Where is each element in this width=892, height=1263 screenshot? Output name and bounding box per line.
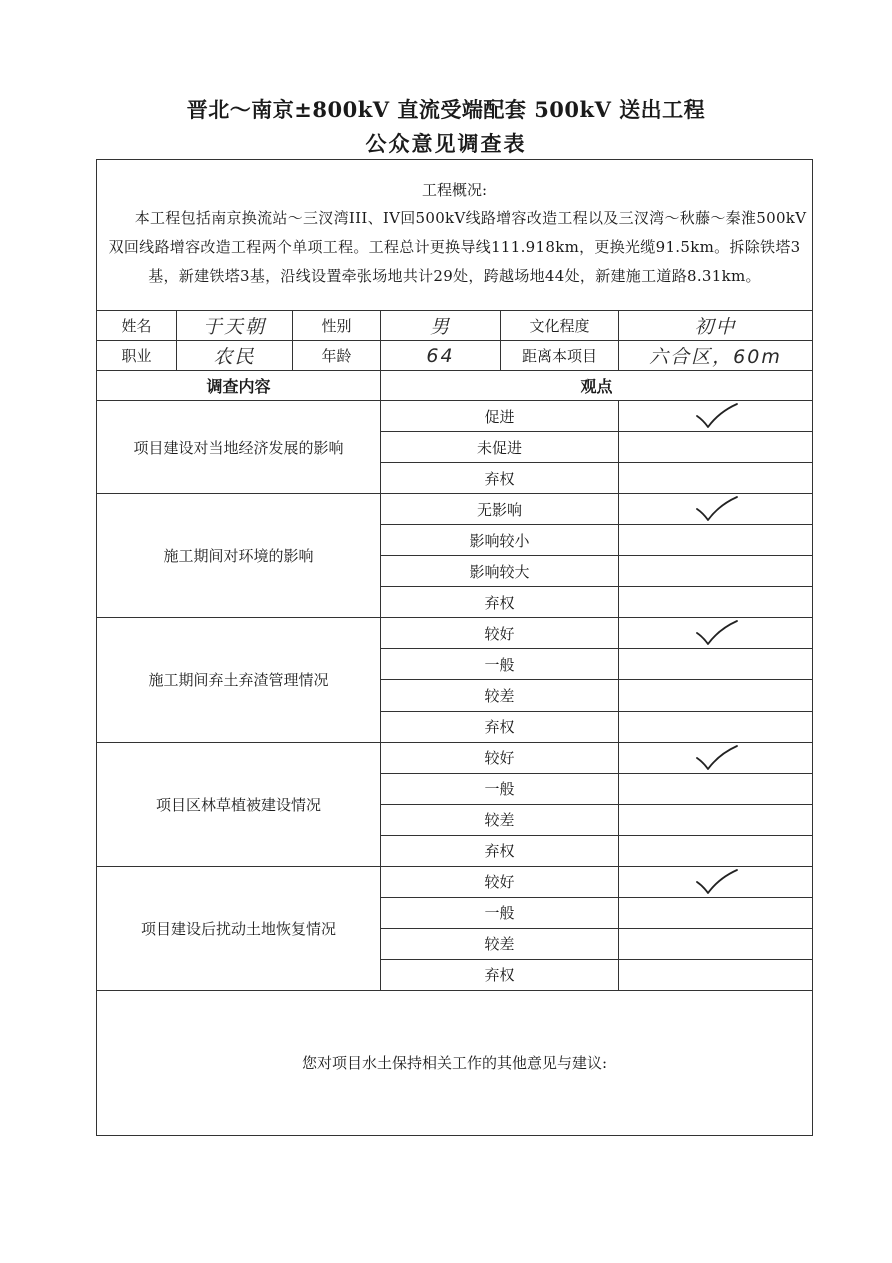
survey-option-checkbox[interactable] [619,959,813,990]
occupation-value[interactable]: 农民 [177,341,293,371]
survey-option-label: 较差 [381,928,619,959]
survey-question: 施工期间对环境的影响 [97,494,381,618]
survey-option-checkbox[interactable] [619,494,813,525]
survey-option-label: 较差 [381,804,619,835]
survey-option-checkbox[interactable] [619,587,813,618]
survey-question: 项目建设后扰动土地恢复情况 [97,866,381,990]
comments-row [97,990,813,1135]
survey-option-row [97,742,813,773]
checkmark-icon [691,619,741,647]
survey-option-label: 弃权 [381,835,619,866]
survey-header-row [97,371,813,401]
survey-option-checkbox[interactable] [619,742,813,773]
survey-option-checkbox[interactable] [619,463,813,494]
survey-option-label: 弃权 [381,959,619,990]
distance-value[interactable]: 六合区，60m [619,341,813,371]
survey-option-row [97,494,813,525]
comments-cell[interactable] [97,990,813,1135]
survey-option-label: 较差 [381,680,619,711]
survey-option-label: 弃权 [381,587,619,618]
survey-option-label: 未促进 [381,432,619,463]
form-subtitle: 公众意见调查表 [365,131,527,156]
respondent-row-2 [97,341,813,371]
education-label: 文化程度 [501,311,619,341]
survey-question: 项目建设对当地经济发展的影响 [97,401,381,494]
survey-option-label: 一般 [381,649,619,680]
survey-option-checkbox[interactable] [619,618,813,649]
survey-option-checkbox[interactable] [619,866,813,897]
checkmark-icon [691,868,741,896]
distance-label: 距离本项目 [501,341,619,371]
survey-option-label: 较好 [381,742,619,773]
checkmark-icon [691,402,741,430]
survey-option-label: 无影响 [381,494,619,525]
name-value[interactable]: 于天朝 [177,311,293,341]
checkmark-icon [691,495,741,523]
survey-option-label: 一般 [381,773,619,804]
survey-option-label: 弃权 [381,711,619,742]
survey-option-row [97,401,813,432]
form-title: 晋北～南京±800kV 直流受端配套 500kV 送出工程 [186,97,706,122]
survey-option-checkbox[interactable] [619,835,813,866]
survey-option-label: 影响较大 [381,556,619,587]
survey-option-label: 影响较小 [381,525,619,556]
survey-option-label: 较好 [381,866,619,897]
survey-table [96,159,813,1136]
survey-option-label: 促进 [381,401,619,432]
gender-value[interactable]: 男 [381,311,501,341]
survey-option-checkbox[interactable] [619,773,813,804]
survey-option-checkbox[interactable] [619,525,813,556]
opinion-header: 观点 [381,371,813,401]
overview-cell [97,160,813,311]
occupation-label: 职业 [97,341,177,371]
survey-option-checkbox[interactable] [619,711,813,742]
age-value[interactable]: 64 [381,341,501,371]
survey-option-checkbox[interactable] [619,928,813,959]
education-value[interactable]: 初中 [619,311,813,341]
respondent-row-1 [97,311,813,341]
gender-label: 性别 [293,311,381,341]
age-label: 年龄 [293,341,381,371]
checkmark-icon [691,744,741,772]
survey-option-checkbox[interactable] [619,401,813,432]
survey-option-checkbox[interactable] [619,649,813,680]
comments-label: 您对项目水土保持相关工作的其他意见与建议: [301,1054,608,1073]
survey-option-label: 弃权 [381,463,619,494]
survey-option-checkbox[interactable] [619,680,813,711]
survey-question: 施工期间弃土弃渣管理情况 [97,618,381,742]
overview-text: 本工程包括南京换流站～三汊湾III、IV回500kV线路增容改造工程以及三汊湾～秋藤～秦淮500kV双回线路增容改造工程两个单项工程。工程总计更换导线111.918km，更换光缆91.5km。拆除铁塔3基，新建铁塔3基，沿线设置牵张场地共计29处，跨越场地44处，新建施工道路8.31km。 [108,209,807,286]
survey-option-checkbox[interactable] [619,556,813,587]
survey-option-checkbox[interactable] [619,804,813,835]
survey-option-checkbox[interactable] [619,897,813,928]
survey-option-checkbox[interactable] [619,432,813,463]
survey-option-row [97,866,813,897]
survey-question: 项目区林草植被建设情况 [97,742,381,866]
content-header: 调查内容 [97,371,381,401]
survey-option-label: 较好 [381,618,619,649]
overview-row [97,160,813,311]
name-label: 姓名 [97,311,177,341]
survey-option-label: 一般 [381,897,619,928]
overview-heading: 工程概况: [421,181,488,200]
survey-option-row [97,618,813,649]
